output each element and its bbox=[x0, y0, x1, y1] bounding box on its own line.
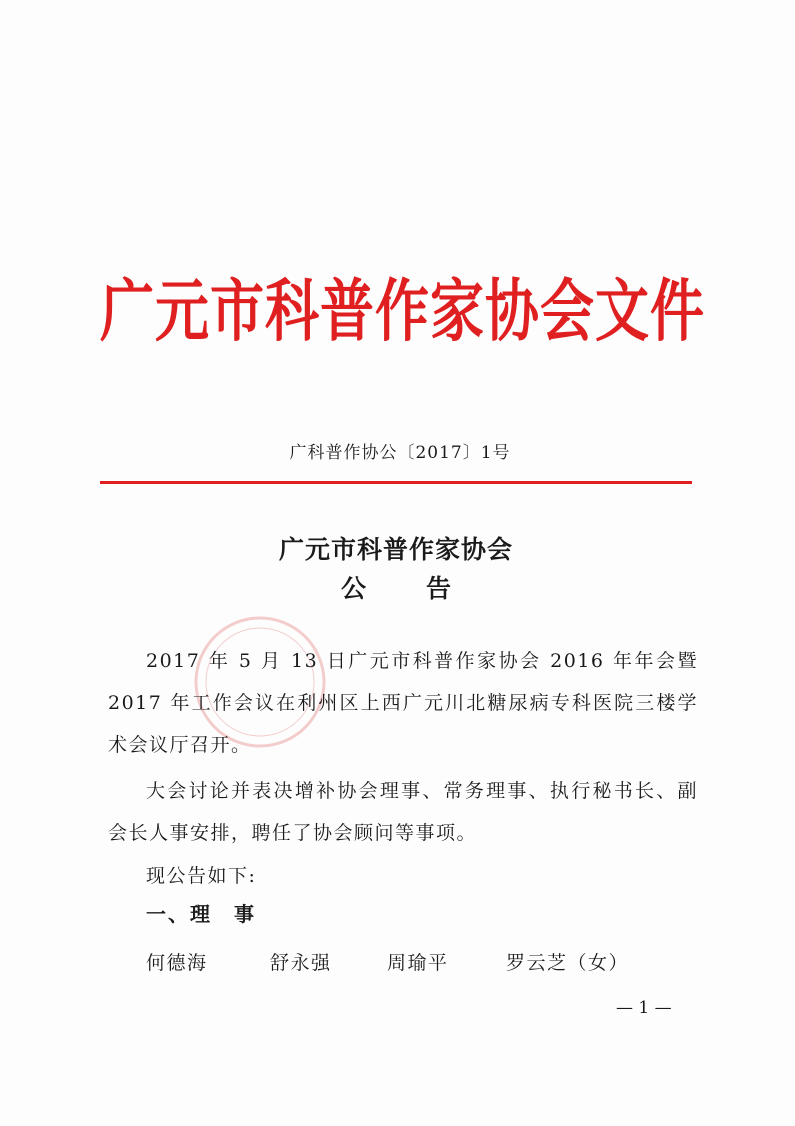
notice-organization-title: 广元市科普作家协会 bbox=[278, 535, 513, 564]
director-name: 周瑜平 bbox=[387, 952, 449, 974]
body-paragraph-2: 大会讨论并表决增补协会理事、常务理事、执行秘书长、副会长人事安排，聘任了协会顾问等事项。 bbox=[108, 780, 698, 844]
page-number: — 1 — bbox=[616, 998, 672, 1018]
section-heading-directors bbox=[146, 898, 278, 927]
body-paragraph-1: 2017 年 5 月 13 日广元市科普作家协会 2016 年年会暨 2017 年工作会议在利州区上西广元川北糖尿病专科医院三楼学术会议厅召开。 bbox=[108, 650, 698, 756]
masthead-title: 广元市科普作家协会文件 bbox=[100, 270, 705, 351]
director-name: 舒永强 bbox=[270, 952, 332, 974]
body-paragraph-3: 现公告如下: bbox=[146, 865, 257, 887]
notice-heading: 公告 bbox=[340, 574, 511, 603]
section-number: 一、 bbox=[146, 902, 190, 926]
red-divider-line bbox=[100, 481, 692, 484]
document-number: 广科普作协公〔2017〕1号 bbox=[289, 443, 511, 463]
director-name: 罗云芝（女） bbox=[506, 952, 630, 974]
director-name: 何德海 bbox=[146, 952, 208, 974]
section-title: 理事 bbox=[190, 902, 278, 926]
